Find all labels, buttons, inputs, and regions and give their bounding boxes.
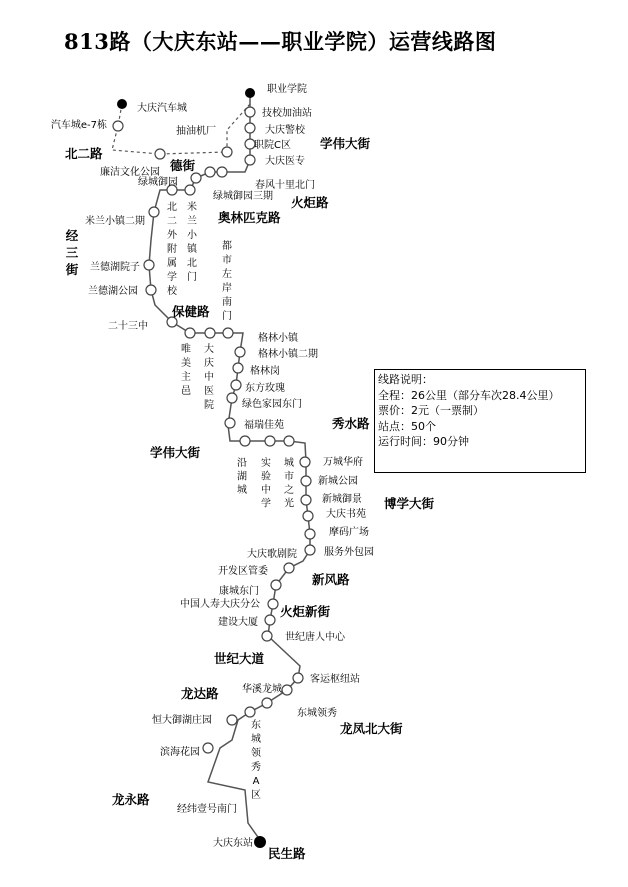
road-label: 世纪大道 [214, 651, 265, 666]
stop-marker [305, 545, 315, 555]
stop-marker [268, 599, 278, 609]
stop-marker [265, 615, 275, 625]
stop-marker [149, 207, 159, 217]
stop-label: 大庆医专 [265, 156, 305, 167]
stop-label: 都市左岸南门 [222, 241, 232, 322]
stop-marker [300, 457, 310, 467]
road-label: 龙达路 [181, 686, 219, 701]
stop-label: 绿城御园 [138, 177, 178, 188]
road-label: 博学大街 [384, 496, 435, 511]
stop-label: 大庆歌剧院 [247, 549, 297, 560]
stop-label: 大庆警校 [265, 125, 305, 136]
terminal-label: 大庆汽车城 [137, 103, 187, 114]
road-label: 学伟大街 [150, 445, 201, 460]
road-label: 火炬新街 [280, 604, 331, 619]
stop-label: 米兰小镇二期 [85, 216, 145, 227]
stop-marker [262, 631, 272, 641]
stop-label: 职院C区 [254, 140, 291, 151]
stop-marker [144, 260, 154, 270]
info-line: 全程：26公里（部分车次28.4公里） [378, 388, 560, 402]
stop-label: 经纬壹号南门 [177, 804, 237, 815]
stop-label: 华溪龙城 [242, 684, 282, 695]
stop-marker [284, 436, 294, 446]
terminal-label: 职业学院 [267, 84, 307, 95]
stop-label: 滨海花园 [160, 747, 200, 758]
stop-label: 开发区管委 [218, 566, 268, 577]
stop-marker [282, 685, 292, 695]
stop-marker [146, 285, 156, 295]
stop-label: 兰德湖公园 [88, 286, 138, 297]
road-label: 新风路 [312, 572, 350, 587]
stop-marker [305, 529, 315, 539]
stop-label: 新城公园 [318, 476, 358, 487]
stop-label: 福瑞佳苑 [244, 420, 284, 431]
stop-label: 春风十里北门 [255, 180, 315, 191]
stop-marker [240, 436, 250, 446]
stop-marker [284, 563, 294, 573]
stop-label: 抽油机厂 [176, 126, 216, 137]
stop-marker [205, 328, 215, 338]
stop-label: 客运枢纽站 [310, 674, 360, 685]
stop-label: 唯美主邑 [181, 344, 191, 397]
stop-label: 中国人寿大庆分公 [180, 599, 260, 610]
stop-label: 绿色家园东门 [242, 399, 302, 410]
road-label: 龙凤北大街 [340, 721, 403, 736]
stop-marker [225, 418, 235, 428]
stop-label: 世纪唐人中心 [285, 632, 345, 643]
info-heading: 线路说明： [378, 373, 433, 386]
info-line: 票价：2元（一票制） [378, 404, 484, 417]
stop-marker [245, 123, 255, 133]
stop-marker [301, 495, 311, 505]
terminal-marker [117, 99, 127, 109]
stop-marker [223, 328, 233, 338]
stop-marker [227, 715, 237, 725]
stop-marker [293, 673, 303, 683]
terminal-marker [245, 88, 255, 98]
stop-label: 东城领秀 [297, 708, 337, 719]
stop-label: 东城领秀 A 区 [251, 720, 261, 801]
stop-marker [235, 347, 245, 357]
stop-marker [205, 167, 215, 177]
stop-label: 北二外附属学校 [167, 202, 177, 297]
road-label: 北二路 [65, 146, 103, 161]
stop-label: 二十三中 [108, 321, 148, 332]
stop-marker [185, 328, 195, 338]
road-label: 秀水路 [332, 416, 370, 431]
terminal-marker [254, 836, 266, 848]
stop-label: 服务外包园 [324, 547, 374, 558]
stop-marker [245, 155, 255, 165]
stop-label: 廉洁文化公园 [100, 167, 160, 178]
stop-label: 建设大厦 [218, 617, 258, 628]
stop-marker [245, 707, 255, 717]
stop-marker [245, 107, 255, 117]
stop-marker [303, 511, 313, 521]
stop-label: 康城东门 [219, 586, 259, 597]
stop-label: 东方玫瑰 [245, 383, 285, 394]
stop-marker [227, 393, 237, 403]
stop-label: 米兰小镇北门 [187, 202, 197, 283]
stop-label: 摩码广场 [329, 527, 369, 538]
stop-label: 大庆书苑 [326, 509, 366, 520]
stop-marker [271, 580, 281, 590]
stop-marker [113, 121, 123, 131]
stop-label: 格林小镇 [258, 333, 298, 344]
stop-label: 实验中学 [261, 458, 271, 510]
info-line: 站点：50个 [378, 419, 436, 433]
stop-marker [191, 173, 201, 183]
stop-marker [301, 476, 311, 486]
road-label: 学伟大街 [320, 136, 371, 151]
route-info-box [374, 369, 586, 473]
stop-marker [262, 698, 272, 708]
stop-label: 恒大御湖庄园 [152, 715, 212, 726]
road-label: 龙永路 [112, 792, 150, 807]
stop-label: 新城御景 [322, 494, 362, 505]
stop-label: 汽车城e-7栋 [50, 120, 107, 131]
stop-marker [155, 149, 165, 159]
stop-marker [222, 147, 232, 157]
stop-label: 沿湖城 [237, 458, 247, 496]
road-label: 火炬路 [291, 195, 329, 210]
page-title: 813路（大庆东站——职业学院）运营线路图 [64, 29, 497, 54]
road-label: 德街 [170, 158, 196, 173]
stop-label: 万城华府 [323, 457, 363, 468]
info-line: 运行时间：90分钟 [378, 435, 469, 448]
stop-marker [231, 380, 241, 390]
stop-marker [217, 167, 227, 177]
stop-label: 兰德湖院子 [90, 262, 140, 273]
terminal-label: 大庆东站 [213, 838, 253, 849]
road-label: 保健路 [172, 304, 210, 319]
stop-marker [185, 185, 195, 195]
stop-marker [233, 363, 243, 373]
stop-marker [265, 436, 275, 446]
road-label: 经三街 [65, 228, 79, 277]
stop-label: 技校加油站 [262, 108, 312, 119]
road-label: 民生路 [268, 846, 306, 861]
stop-label: 城市之光 [284, 458, 294, 510]
stop-marker [203, 743, 213, 753]
stop-label: 格林岗 [250, 366, 280, 377]
stop-label: 格林小镇二期 [258, 349, 318, 360]
stop-label: 大庆中医院 [204, 344, 214, 411]
stop-label: 绿城御园三期 [213, 191, 273, 202]
road-label: 奥林匹克路 [218, 210, 281, 225]
